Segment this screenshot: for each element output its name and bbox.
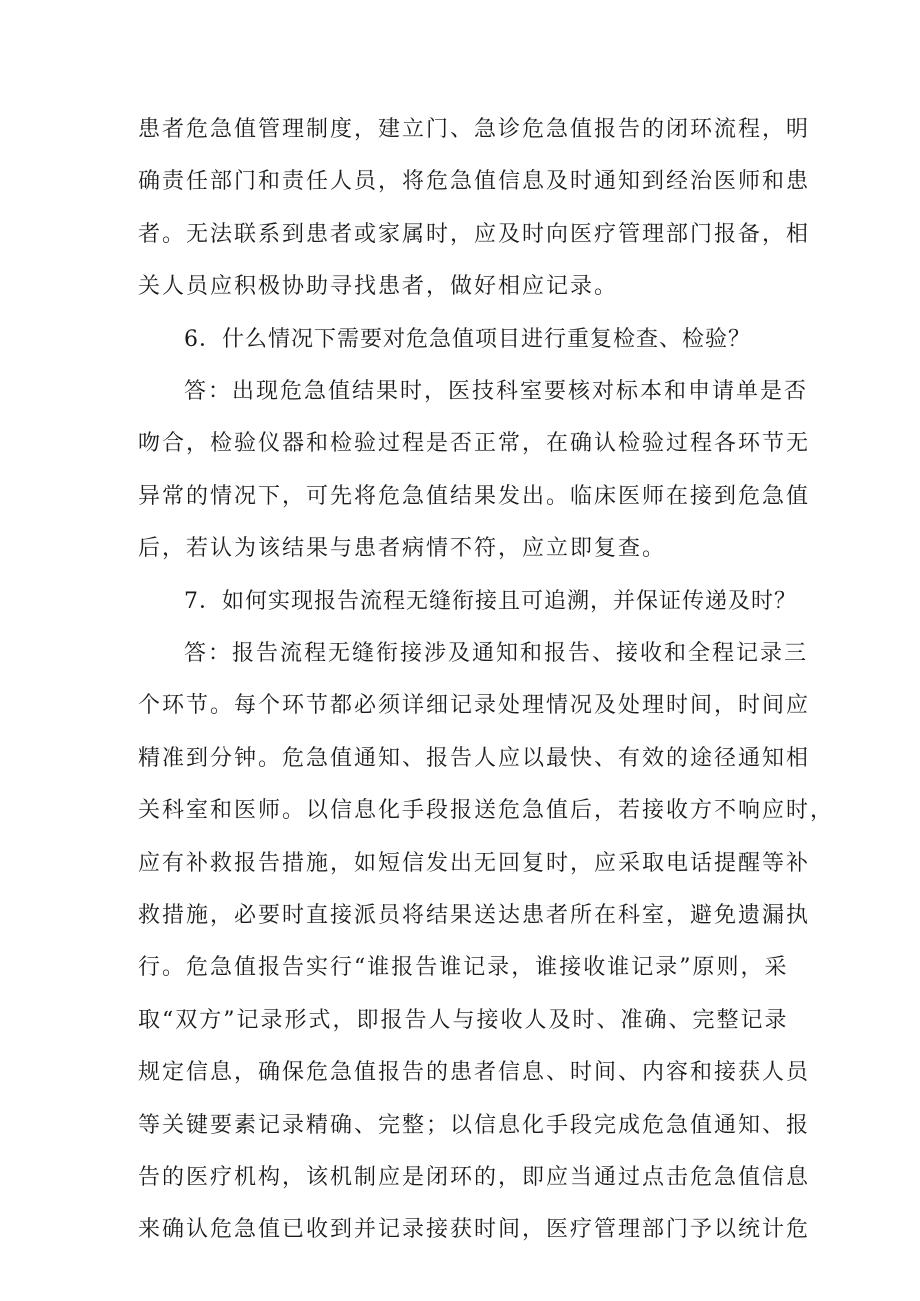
text-line: 后，若认为该结果与患者病情不符，应立即复查。 [138, 536, 667, 562]
text-line: 关人员应积极协助寻找患者，做好相应记录。 [138, 274, 619, 300]
text-line: 异常的情况下，可先将危急值结果发出。临床医师在接到危急值 [138, 483, 811, 509]
text-line: 应有补救报告措施，如短信发出无回复时，应采取电话提醒等补 [138, 850, 811, 876]
text-line: 取“双方”记录形式，即报告人与接收人及时、准确、完整记录 [138, 1007, 789, 1033]
text-line: 告的医疗机构，该机制应是闭环的，即应当通过点击危急值信息 [138, 1165, 811, 1190]
text-line: 者。无法联系到患者或家属时，应及时向医疗管理部门报备，相 [138, 221, 811, 247]
question-heading: 6．什么情况下需要对危急值项目进行重复检查、检验？ [184, 326, 751, 352]
text-line: 个环节。每个环节都必须详细记录处理情况及处理时间，时间应 [138, 693, 811, 719]
text-line: 来确认危急值已收到并记录接获时间，医疗管理部门予以统计危 [138, 1217, 811, 1243]
text-line: 精准到分钟。危急值通知、报告人应以最快、有效的途径通知相 [138, 745, 811, 771]
text-line: 规定信息，确保危急值报告的患者信息、时间、内容和接获人员 [138, 1060, 811, 1086]
text-line: 等关键要素记录精确、完整；以信息化手段完成危急值通知、报 [138, 1112, 811, 1138]
text-line: 吻合，检验仪器和检验过程是否正常，在确认检验过程各环节无 [138, 431, 811, 457]
text-line: 行。危急值报告实行“谁报告谁记录，谁接收谁记录”原则，采 [138, 955, 789, 981]
answer-line: 答：出现危急值结果时，医技科室要核对标本和申请单是否 [184, 379, 809, 404]
answer-line: 答：报告流程无缝衔接涉及通知和报告、接收和全程记录三 [184, 641, 809, 666]
text-line: 患者危急值管理制度，建立门、急诊危急值报告的闭环流程，明 [138, 117, 811, 142]
text-line: 救措施，必要时直接派员将结果送达患者所在科室，避免遗漏执 [138, 903, 811, 928]
text-line: 关科室和医师。以信息化手段报送危急值后，若接收方不响应时， [138, 798, 835, 824]
text-line: 确责任部门和责任人员，将危急值信息及时通知到经治医师和患 [138, 169, 811, 195]
question-heading: 7．如何实现报告流程无缝衔接且可追溯，并保证传递及时？ [184, 588, 797, 614]
